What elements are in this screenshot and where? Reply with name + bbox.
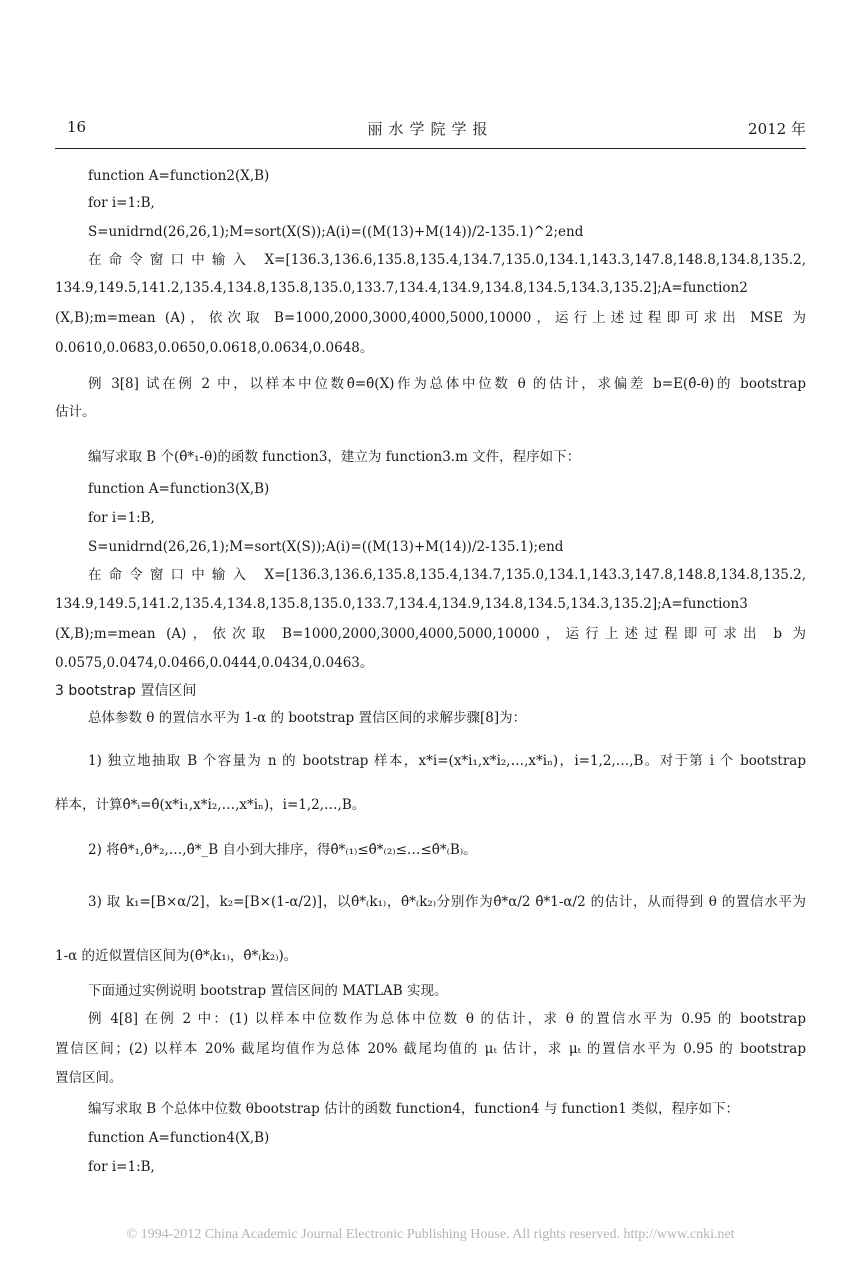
code-line: for i=1:B, — [88, 1159, 155, 1175]
body-text-line: 134.9,149.5,141.2,135.4,134.8,135.8,135.0,133.7,134.4,134.9,134.8,134.5,134.3,135.2];A=function2 — [55, 280, 748, 296]
example-3-heading: 例 3[8] 试在例 2 中，以样本中位数θ̂=θ̂(X)作为总体中位数 θ 的估计，求偏差 b=E(θ̂-θ)的 bootstrap — [88, 376, 806, 392]
body-text-line: (X,B);m=mean (A)，依次取 B=1000,2000,3000,4000,5000,10000，运行上述过程即可求出 MSE 为 — [55, 310, 806, 326]
code-line: S=unidrnd(26,26,1);M=sort(X(S));A(i)=((M(13)+M(14))/2-135.1)^2;end — [88, 224, 584, 240]
body-text-line: 在命令窗口中输入 X=[136.3,136.6,135.8,135.4,134.7,135.0,134.1,143.3,147.8,148.8,134.8,135.2, — [88, 252, 806, 268]
body-text-line: 在命令窗口中输入 X=[136.3,136.6,135.8,135.4,134.7,135.0,134.1,143.3,147.8,148.8,134.8,135.2, — [88, 567, 806, 583]
header-rule — [55, 148, 806, 149]
code-line: function A=function4(X,B) — [88, 1130, 270, 1146]
body-text-line: 3) 取 k₁=[B×α/2]，k₂=[B×(1-α/2)]，以θ̂*₍k₁₎，θ̂*₍k₂₎分别作为θ̂*α/2 θ̂*1-α/2 的估计，从而得到 θ 的置信水平为 — [88, 894, 806, 910]
body-text-line: 0.0610,0.0683,0.0650,0.0618,0.0634,0.0648。 — [55, 340, 374, 356]
body-text-line: 编写求取 B 个总体中位数 θbootstrap 估计的函数 function4，function4 与 function1 类似，程序如下： — [88, 1101, 739, 1117]
body-text-line: 估计。 — [55, 404, 96, 420]
body-text-line: 下面通过实例说明 bootstrap 置信区间的 MATLAB 实现。 — [88, 983, 448, 999]
running-header — [55, 118, 806, 142]
issue-year: 2012 年 — [748, 120, 806, 138]
example-4-heading: 例 4[8] 在例 2 中：(1) 以样本中位数作为总体中位数 θ 的估计，求 θ 的置信水平为 0.95 的 bootstrap — [88, 1011, 806, 1027]
body-text-line: 1-α 的近似置信区间为(θ̂*₍k₁₎，θ̂*₍k₂₎)。 — [55, 948, 298, 964]
body-text-line: (X,B);m=mean (A)，依次取 B=1000,2000,3000,4000,5000,10000，运行上述过程即可求出 b 为 — [55, 626, 806, 642]
code-line: for i=1:B, — [88, 510, 155, 526]
section-heading: 3 bootstrap 置信区间 — [55, 683, 197, 699]
body-text-line: 置信区间；(2) 以样本 20% 截尾均值作为总体 20% 截尾均值的 μₜ 估计，求 μₜ 的置信水平为 0.95 的 bootstrap — [55, 1041, 806, 1057]
page-number: 16 — [67, 118, 87, 136]
body-text-line: 1) 独立地抽取 B 个容量为 n 的 bootstrap 样本，x*i=(x*i₁,x*i₂,…,x*iₙ)，i=1,2,…,B。对于第 i 个 bootstrap — [88, 753, 806, 769]
code-line: S=unidrnd(26,26,1);M=sort(X(S));A(i)=((M(13)+M(14))/2-135.1);end — [88, 539, 564, 555]
body-text-line: 编写求取 B 个(θ̂*₁-θ)的函数 function3，建立为 function3.m 文件，程序如下： — [88, 449, 581, 465]
code-line: function A=function3(X,B) — [88, 481, 270, 497]
journal-title: 丽水学院学报 — [367, 120, 494, 138]
code-line: for i=1:B, — [88, 195, 155, 211]
code-line: function A=function2(X,B) — [88, 168, 270, 184]
body-text-line: 134.9,149.5,141.2,135.4,134.8,135.8,135.0,133.7,134.4,134.9,134.8,134.5,134.3,135.2];A=function3 — [55, 596, 748, 612]
body-text-line: 总体参数 θ 的置信水平为 1-α 的 bootstrap 置信区间的求解步骤[8]为： — [88, 710, 527, 726]
body-text-line: 置信区间。 — [55, 1070, 123, 1086]
body-text-line: 样本，计算θ̂*ᵢ=θ̂(x*i₁,x*i₂,…,x*iₙ)，i=1,2,…,B。 — [55, 797, 366, 813]
body-text-line: 0.0575,0.0474,0.0466,0.0444,0.0434,0.0463。 — [55, 655, 374, 671]
body-text-line: 2) 将θ̂*₁,θ̂*₂,…,θ̂*_B 自小到大排序，得θ̂*₍₁₎≤θ̂*₍₂₎≤…≤θ̂*₍B₎。 — [88, 842, 477, 858]
copyright-footer: © 1994-2012 China Academic Journal Electronic Publishing House. All rights reserved. http://www.cnki.net — [126, 1227, 735, 1242]
